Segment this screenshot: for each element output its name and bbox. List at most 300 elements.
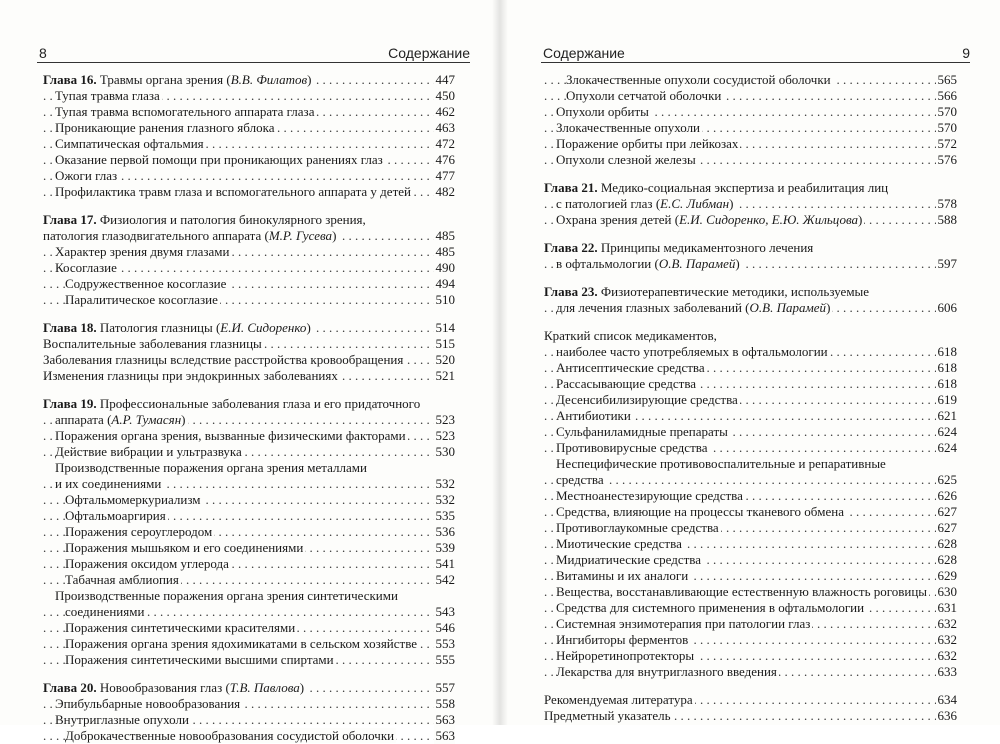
entry-title: Профилактика травм глаза и вспомогательного аппарата у детей [55,184,411,199]
entry-title: Эпибульбарные новообразования [55,696,241,711]
left-page [0,0,500,743]
entry-page: 523 [435,412,455,427]
entry-title: Медико-социальная экспертиза и реабилитация лиц [597,180,889,195]
entry-title: Новообразования глаз ( [96,680,230,695]
chapter-number: Глава 21. [544,180,598,195]
entry-page: 633 [937,664,957,679]
entry-title: Краткий список медикаментов, [544,328,717,343]
toc-entry [544,212,957,228]
entry-title-tail: ) [858,212,863,227]
entry-label [556,300,832,315]
entry-page: 628 [937,536,957,551]
running-header: Содержание [388,45,470,61]
entry-title: Неспецифические противовоспалительные и репаративные [556,456,886,471]
entry-label [556,648,696,663]
entry-label [556,360,707,375]
right-page [500,0,1000,725]
entry-page: 563 [435,728,455,743]
toc-entry [43,88,455,104]
entry-label [55,168,119,183]
entry-label [55,260,119,275]
entry-title: Офтальмоаргирия [65,508,166,523]
toc-entry [544,536,957,552]
entry-page: 490 [435,260,455,275]
entry-page: 555 [435,652,455,667]
page-number: 9 [962,45,970,61]
entry-title: Физиология и патология бинокулярного зрения, [96,212,366,227]
chapter-number: Глава 20. [43,680,97,695]
entry-label [43,320,313,335]
entry-title: Изменения глазницы при эндокринных заболеваниях [43,368,338,383]
entry-page: 539 [435,540,455,555]
entry-title: Мидриатические средства [556,552,702,567]
entry-label [55,152,385,167]
toc-entry [544,472,957,488]
entry-title: Поражения оксидом углерода [65,556,229,571]
entry-title: Косоглазие [55,260,117,275]
section-gap [544,168,957,180]
toc-entry [43,572,455,588]
toc-entry [544,120,957,136]
entry-label [43,396,422,411]
entry-title: Производственные поражения органа зрения металлами [55,460,367,475]
entry-label [65,492,203,507]
entry-label [65,604,146,619]
entry-page: 542 [435,572,455,587]
entry-title: Местноанестезирующие средства [556,488,743,503]
entry-title: Десенсибилизирующие средства [556,392,738,407]
entry-label [544,692,695,707]
toc-entry [544,616,957,632]
entry-label [55,136,206,151]
entry-author: Е.И. Сидоренко [220,320,307,335]
chapter-number: Глава 23. [544,284,598,299]
toc-entry [43,540,455,556]
entry-page: 557 [435,680,455,695]
toc-entry [43,336,455,352]
entry-title: в офтальмологии ( [556,256,659,271]
entry-title: Антибиотики [556,408,631,423]
entry-author: Е.С. Либман [660,196,730,211]
entry-page: 634 [937,692,957,707]
entry-title: Поражения мышьяком и его соединениями [65,540,304,555]
entry-page: 618 [937,360,957,375]
toc-chapter-entry [43,212,455,228]
toc-entry [544,664,957,680]
section-gap [43,200,455,212]
entry-title: Внутриглазные опухоли [55,712,189,727]
entry-page: 624 [937,424,957,439]
entry-title-tail: ) [826,300,831,315]
entry-title: Действие вибрации и ультразвука [55,444,242,459]
chapter-number: Глава 17. [43,212,97,227]
toc-entry [544,360,957,376]
entry-label [556,568,690,583]
toc-chapter-entry [43,72,455,88]
toc-entry [43,712,455,728]
entry-label [55,444,244,459]
entry-page: 632 [937,648,957,663]
toc-entry [544,344,957,360]
entry-title-tail: ) [306,320,311,335]
toc-entry [544,456,957,472]
entry-page: 462 [435,104,455,119]
entry-page: 576 [937,152,957,167]
toc-entry [43,508,455,524]
entry-label [55,184,413,199]
toc-entry [43,228,455,244]
entry-page: 541 [435,556,455,571]
entry-title-tail: ) [307,72,312,87]
entry-page: 485 [435,228,455,243]
entry-title: Витамины и их аналоги [556,568,689,583]
entry-page: 626 [937,488,957,503]
toc-entry [43,136,455,152]
entry-title: Вещества, восстанавливающие естественную влажность роговицы [556,584,928,599]
entry-label [65,524,214,539]
entry-label [556,632,690,647]
entry-label [55,476,163,491]
entry-page: 558 [435,696,455,711]
entry-label [556,120,702,135]
entry-title: Офтальмомеркуриализм [65,492,201,507]
entry-page: 510 [435,292,455,307]
entry-label [43,368,340,383]
entry-title: Опухоли слезной железы [556,152,696,167]
toc-entry [544,196,957,212]
entry-label [556,616,812,631]
entry-title: средства [556,472,604,487]
entry-title-tail: ) [735,256,740,271]
entry-label [556,196,735,211]
entry-title: Ингибиторы ферментов [556,632,689,647]
toc-entry [43,604,455,620]
entry-title: Средства, влияющие на процессы тканевого обмена [556,504,844,519]
toc-entry [43,120,455,136]
entry-page: 636 [937,708,957,723]
toc-entry [544,600,957,616]
chapter-number: Глава 19. [43,396,97,411]
toc-entry [544,424,957,440]
toc-chapter-entry [544,284,957,300]
toc-entry [43,476,455,492]
toc-entry [43,104,455,120]
entry-page: 628 [937,552,957,567]
entry-title: Доброкачественные новообразования сосудистой оболочки [65,728,395,743]
toc-entry [43,292,455,308]
entry-page: 578 [937,196,957,211]
toc-entry [544,520,957,536]
entry-page: 632 [937,616,957,631]
entry-author: М.Р. Гусева [268,228,333,243]
entry-page: 624 [937,440,957,455]
entry-title: патология глазодвигательного аппарата ( [43,228,269,243]
entry-title: Антисептические средства [556,360,705,375]
toc-entry [43,184,455,200]
entry-title: Противовирусные средства [556,440,708,455]
entry-page: 618 [937,344,957,359]
entry-label [556,520,721,535]
toc-entry [43,636,455,652]
toc-entry [544,440,957,456]
entry-title: Противоглаукомные средства [556,520,719,535]
entry-title: Предметный указатель [544,708,671,723]
entry-page: 515 [435,336,455,351]
entry-label [544,708,673,723]
entry-label [556,456,888,471]
entry-label [556,504,846,519]
entry-label [65,636,419,651]
entry-page: 536 [435,524,455,539]
entry-title: Злокачественные опухоли сосудистой оболочки [566,72,831,87]
entry-label [43,680,306,695]
toc-entry [544,256,957,272]
entry-page: 472 [435,136,455,151]
entry-label [556,376,698,391]
table-of-contents [544,72,957,724]
toc-entry [43,696,455,712]
entry-label [556,472,606,487]
section-gap [544,228,957,240]
entry-label [65,292,220,307]
entry-title: Опухоли сетчатой оболочки [566,88,722,103]
entry-label [556,212,864,227]
section-gap [43,384,455,396]
toc-entry [43,412,455,428]
toc-entry [544,104,957,120]
toc-entry [544,488,957,504]
entry-title: Рекомендуемая литература [544,692,693,707]
toc-entry [544,300,957,316]
entry-label [556,424,730,439]
entry-title: Поражения органа зрения ядохимикатами в сельском хозяйстве [65,636,418,651]
entry-label [556,392,740,407]
header-rule [541,62,970,63]
entry-page: 521 [435,368,455,383]
section-gap [43,668,455,680]
toc-entry [544,376,957,392]
entry-label [556,344,830,359]
header-rule [37,62,470,63]
entry-page: 619 [937,392,957,407]
entry-label [55,244,231,259]
entry-title: Поражения сероуглеродом [65,524,213,539]
toc-entry [544,504,957,520]
entry-label [55,412,188,427]
entry-label [55,460,369,475]
entry-page: 546 [435,620,455,635]
entry-title: Принципы медикаментозного лечения [597,240,814,255]
entry-label [43,72,313,87]
entry-label [544,284,871,299]
entry-label [556,536,684,551]
entry-title: Заболевания глазницы вследствие расстройства кровообращения [43,352,404,367]
entry-label [65,540,305,555]
entry-page: 631 [937,600,957,615]
entry-title: Табачная амблиопия [65,572,179,587]
entry-label [566,72,833,87]
entry-title-tail: ) [299,680,305,695]
entry-page: 625 [937,472,957,487]
entry-label [43,228,338,243]
chapter-number: Глава 22. [544,240,598,255]
toc-entry [544,392,957,408]
entry-label [556,552,703,567]
entry-page: 629 [937,568,957,583]
entry-title: и их соединениями [55,476,162,491]
entry-title: Средства для системного применения в офтальмологии [556,600,865,615]
entry-label [556,664,779,679]
entry-page: 532 [435,492,455,507]
entry-label [55,696,242,711]
entry-title: Травмы органа зрения ( [96,72,231,87]
entry-author: О.В. Парамей [658,256,736,271]
entry-title: Лекарства для внутриглазного введения [556,664,777,679]
entry-label [556,408,633,423]
entry-title: Рассасывающие средства [556,376,697,391]
toc-entry [43,460,455,476]
entry-title: Опухоли орбиты [556,104,649,119]
toc-entry [544,552,957,568]
entry-page: 477 [435,168,455,183]
section-gap [43,308,455,320]
entry-title-tail: ) [181,412,186,427]
entry-label [556,440,709,455]
entry-title: с патологией глаз ( [556,196,661,211]
toc-chapter-entry [544,180,957,196]
toc-entry [544,692,957,708]
entry-title: Паралитическое косоглазие [65,292,218,307]
entry-title: Содружественное косоглазие [65,276,227,291]
entry-page: 530 [435,444,455,459]
entry-title-tail: ) [729,196,734,211]
entry-page: 482 [435,184,455,199]
entry-title: Ожоги глаз [55,168,118,183]
toc-entry [544,72,957,88]
toc-entry [544,328,957,344]
entry-page: 447 [435,72,455,87]
entry-page: 632 [937,632,957,647]
entry-title: аппарата ( [55,412,112,427]
entry-author: О.В. Парамей [749,300,827,315]
entry-title: Симпатическая офтальмия [55,136,204,151]
entry-label [55,88,162,103]
entry-label [55,104,316,119]
chapter-number: Глава 16. [43,72,97,87]
entry-title: Патология глазницы ( [96,320,221,335]
chapter-number: Глава 18. [43,320,97,335]
entry-title: Оказание первой помощи при проникающих ранениях глаз [55,152,383,167]
toc-entry [43,168,455,184]
entry-label [43,352,405,367]
entry-title: соединениями [65,604,145,619]
entry-title: Поражения органа зрения, вызванные физическими факторами [55,428,406,443]
toc-chapter-entry [43,320,455,336]
entry-page: 566 [937,88,957,103]
entry-label [43,212,368,227]
toc-entry [43,276,455,292]
entry-author: Т.В. Павлова [229,680,300,695]
entry-title: наиболее часто употребляемых в офтальмологии [556,344,828,359]
entry-page: 520 [435,352,455,367]
entry-page: 570 [937,104,957,119]
toc-entry [43,524,455,540]
entry-label [544,328,719,343]
entry-label [556,104,651,119]
toc-entry [43,492,455,508]
entry-label [65,556,231,571]
section-gap [544,272,957,284]
entry-page: 535 [435,508,455,523]
toc-entry [544,708,957,724]
entry-page: 543 [435,604,455,619]
entry-label [556,136,740,151]
entry-label [556,152,698,167]
toc-entry [544,408,957,424]
toc-entry [43,260,455,276]
entry-label [544,240,815,255]
toc-entry [544,632,957,648]
entry-page: 450 [435,88,455,103]
entry-label [65,728,396,743]
entry-label [556,600,866,615]
toc-entry [544,152,957,168]
entry-title: Системная энзимотерапия при патологии глаз [556,616,811,631]
toc-entry [43,444,455,460]
entry-title: Проникающие ранения глазного яблока [55,120,275,135]
toc-entry [43,728,455,744]
toc-entry [544,584,957,600]
running-header: Содержание [543,45,625,61]
entry-label [55,588,400,603]
entry-label [556,256,742,271]
entry-page: 476 [435,152,455,167]
entry-page: 606 [937,300,957,315]
entry-label [43,336,264,351]
entry-label [65,572,181,587]
entry-title: Поражение орбиты при лейкозах [556,136,739,151]
entry-title: Физиотерапевтические методики, используемые [597,284,870,299]
section-gap [544,316,957,328]
entry-title: Воспалительные заболевания глазницы [43,336,262,351]
toc-entry [43,428,455,444]
entry-page: 563 [435,712,455,727]
entry-label [556,584,929,599]
entry-title: Производственные поражения органа зрения синтетическими [55,588,398,603]
toc-entry [544,136,957,152]
entry-label [55,120,276,135]
toc-chapter-entry [544,240,957,256]
toc-entry [43,368,455,384]
entry-page: 565 [937,72,957,87]
entry-label [55,428,408,443]
entry-title: Поражения синтетическими высшими спиртами [65,652,334,667]
entry-page: 618 [937,376,957,391]
entry-page: 597 [937,256,957,271]
toc-entry [43,588,455,604]
entry-page: 514 [435,320,455,335]
entry-label [65,508,168,523]
toc-entry [544,88,957,104]
entry-page: 494 [435,276,455,291]
entry-title-tail: ) [332,228,337,243]
entry-page: 630 [937,584,957,599]
entry-page: 627 [937,520,957,535]
section-gap [544,680,957,692]
toc-chapter-entry [43,396,455,412]
entry-author: В.В. Филатов [230,72,308,87]
entry-label [544,180,890,195]
